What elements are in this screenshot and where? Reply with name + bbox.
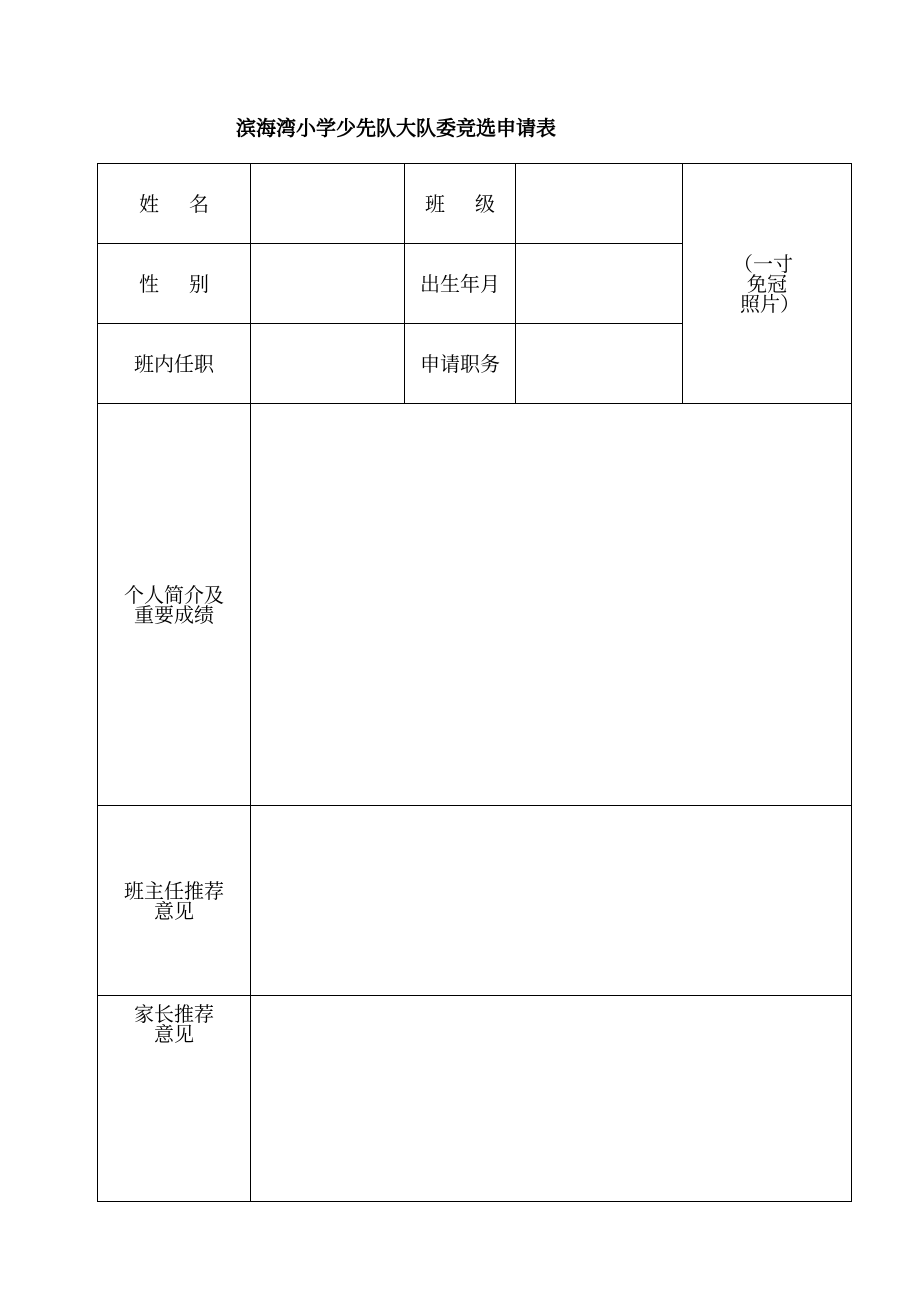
- row-teacher: [98, 806, 852, 996]
- apply-field[interactable]: [516, 324, 683, 404]
- row-intro: [98, 404, 852, 806]
- photo-hint-line3: 照片）: [740, 291, 800, 316]
- intro-label: 个人简介及 重要成绩: [98, 404, 251, 806]
- application-form: [97, 163, 852, 1202]
- name-label: 姓 名: [98, 164, 251, 244]
- name-field[interactable]: [251, 164, 405, 244]
- apply-label: 申请职务: [405, 324, 516, 404]
- parent-label: 家长推荐 意见: [98, 996, 251, 1202]
- photo-hint-line2: 免冠: [747, 271, 787, 296]
- teacher-label: 班主任推荐 意见: [98, 806, 251, 996]
- intro-field[interactable]: [251, 404, 852, 806]
- page-title: 滨海湾小学少先队大队委竞选申请表: [236, 116, 556, 140]
- gender-field[interactable]: [251, 244, 405, 324]
- birth-label: 出生年月: [405, 244, 516, 324]
- class-label: 班 级: [405, 164, 516, 244]
- row-name-class: [98, 164, 852, 244]
- position-field[interactable]: [251, 324, 405, 404]
- parent-field[interactable]: [251, 996, 852, 1202]
- position-label: 班内任职: [98, 324, 251, 404]
- photo-box[interactable]: [683, 164, 852, 404]
- row-parent: [98, 996, 852, 1202]
- class-field[interactable]: [516, 164, 683, 244]
- gender-label: 性 别: [98, 244, 251, 324]
- teacher-field[interactable]: [251, 806, 852, 996]
- photo-hint-line1: （一寸: [733, 251, 793, 276]
- birth-field[interactable]: [516, 244, 683, 324]
